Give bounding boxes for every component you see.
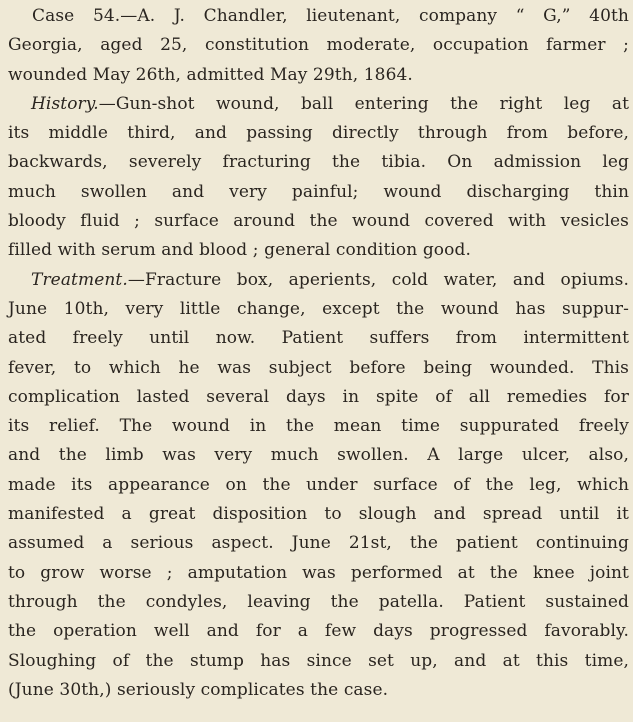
- text-line: its middle third, and passing directly through from before,: [8, 123, 629, 144]
- text-line: its relief. The wound in the mean time suppurated freely: [8, 416, 629, 437]
- text-line: fever, to which he was subject before being wounded. This: [8, 357, 629, 378]
- text-line: Case 54.—A. J. Chandler, lieutenant, company “ G,” 40th: [32, 6, 629, 26]
- history-paragraph: [8, 90, 629, 266]
- text-line: made its appearance on the under surface of the leg, which: [8, 474, 629, 495]
- text-line: wounded May 26th, admitted May 29th, 1864.: [8, 64, 413, 85]
- text-line: backwards, severely fracturing the tibia. On admission leg: [8, 152, 629, 173]
- text-line: [8, 266, 629, 295]
- text-line: the operation well and for a few days progressed favorably.: [8, 621, 629, 642]
- text-line: filled with serum and blood ; general condition good.: [8, 240, 471, 261]
- text-line: bloody fluid ; surface around the wound covered with vesicles: [8, 211, 629, 232]
- text-line: assumed a serious aspect. June 21st, the patient continuing: [8, 533, 629, 554]
- treatment-first-line: —Fracture box, aperients, cold water, and opiums.: [127, 269, 629, 290]
- text-line: and the limb was very much swollen. A large ulcer, also,: [8, 445, 629, 466]
- text-line: [8, 90, 629, 119]
- treatment-label: Treatment.: [31, 269, 128, 290]
- treatment-paragraph: [8, 266, 629, 705]
- text-line: through the condyles, leaving the patella. Patient sustained: [8, 591, 629, 612]
- text-line: complication lasted several days in spite of all remedies for: [8, 386, 629, 407]
- case-header-paragraph: [8, 2, 629, 90]
- text-line: much swollen and very painful; wound discharging thin: [8, 181, 629, 202]
- text-line: June 10th, very little change, except the wound has suppur-: [8, 298, 629, 319]
- text-line: (June 30th,) seriously complicates the case.: [8, 679, 389, 700]
- text-line: ated freely until now. Patient suffers from intermittent: [8, 328, 629, 349]
- text-line: Georgia, aged 25, constitution moderate, occupation farmer ;: [8, 35, 629, 56]
- text-line: Sloughing of the stump has since set up, and at this time,: [8, 650, 629, 671]
- history-label: History.: [31, 93, 99, 114]
- text-line: manifested a great disposition to slough and spread until it: [8, 504, 629, 525]
- history-first-line: —Gun-shot wound, ball entering the right leg at: [98, 93, 629, 114]
- text-line: to grow worse ; amputation was performed at the knee joint: [8, 562, 629, 583]
